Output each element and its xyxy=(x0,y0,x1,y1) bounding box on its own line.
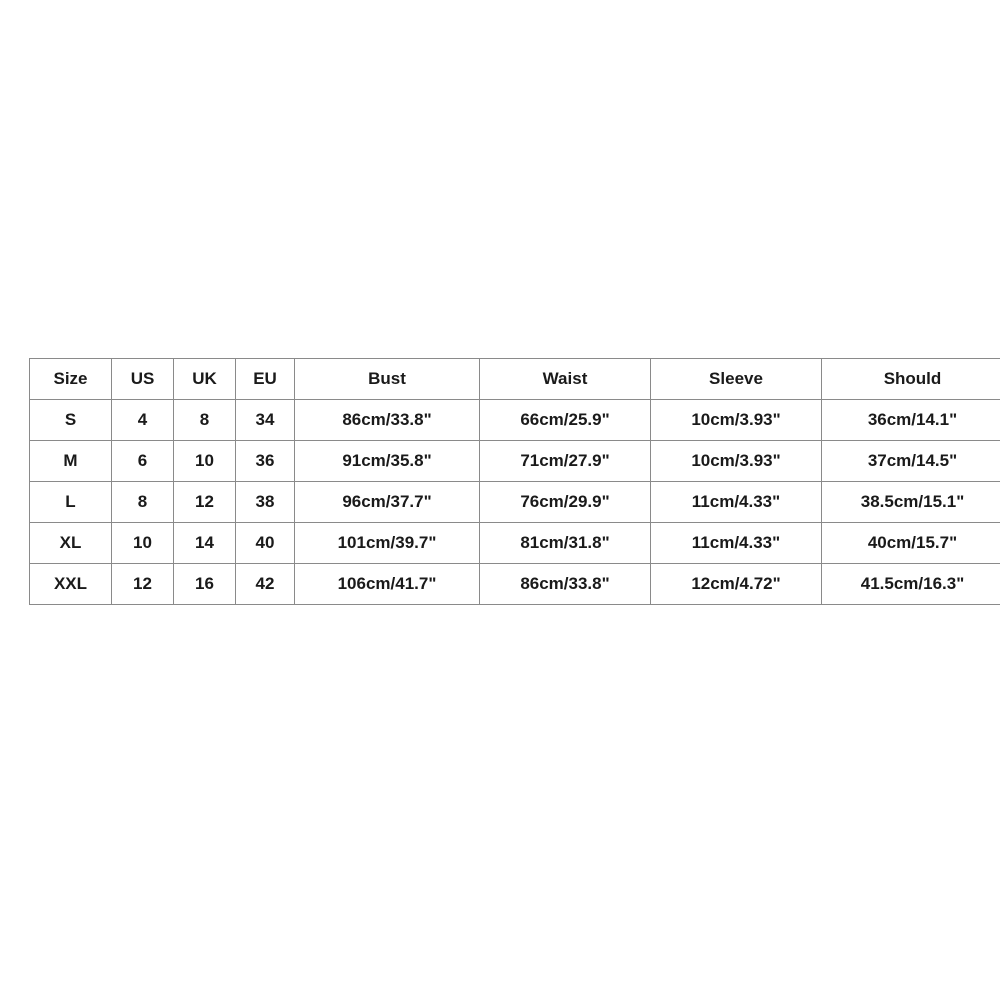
header-row xyxy=(30,359,1000,400)
cell-waist: 76cm/29.9" xyxy=(480,482,651,523)
cell-eu: 36 xyxy=(236,441,295,482)
cell-waist: 86cm/33.8" xyxy=(480,564,651,605)
header-waist: Waist xyxy=(480,359,651,400)
cell-us: 12 xyxy=(112,564,174,605)
cell-eu: 40 xyxy=(236,523,295,564)
table-row xyxy=(30,441,1000,482)
cell-us: 10 xyxy=(112,523,174,564)
table-header xyxy=(30,359,1000,400)
cell-bust: 96cm/37.7" xyxy=(295,482,480,523)
header-uk: UK xyxy=(174,359,236,400)
cell-us: 8 xyxy=(112,482,174,523)
cell-us: 6 xyxy=(112,441,174,482)
cell-size: XL xyxy=(30,523,112,564)
size-chart-table xyxy=(29,358,1000,605)
cell-sleeve: 10cm/3.93" xyxy=(651,441,822,482)
cell-should: 36cm/14.1" xyxy=(822,400,1000,441)
table-row xyxy=(30,482,1000,523)
cell-uk: 10 xyxy=(174,441,236,482)
header-bust: Bust xyxy=(295,359,480,400)
cell-size: XXL xyxy=(30,564,112,605)
header-should: Should xyxy=(822,359,1000,400)
header-eu: EU xyxy=(236,359,295,400)
cell-size: S xyxy=(30,400,112,441)
header-size: Size xyxy=(30,359,112,400)
cell-size: L xyxy=(30,482,112,523)
cell-should: 41.5cm/16.3" xyxy=(822,564,1000,605)
cell-waist: 71cm/27.9" xyxy=(480,441,651,482)
cell-sleeve: 12cm/4.72" xyxy=(651,564,822,605)
cell-eu: 34 xyxy=(236,400,295,441)
cell-eu: 38 xyxy=(236,482,295,523)
header-sleeve: Sleeve xyxy=(651,359,822,400)
cell-bust: 91cm/35.8" xyxy=(295,441,480,482)
cell-sleeve: 11cm/4.33" xyxy=(651,523,822,564)
cell-uk: 16 xyxy=(174,564,236,605)
cell-waist: 66cm/25.9" xyxy=(480,400,651,441)
cell-bust: 101cm/39.7" xyxy=(295,523,480,564)
header-us: US xyxy=(112,359,174,400)
cell-sleeve: 11cm/4.33" xyxy=(651,482,822,523)
cell-eu: 42 xyxy=(236,564,295,605)
cell-bust: 106cm/41.7" xyxy=(295,564,480,605)
table-row xyxy=(30,523,1000,564)
cell-uk: 12 xyxy=(174,482,236,523)
table-body xyxy=(30,400,1000,605)
cell-us: 4 xyxy=(112,400,174,441)
table-row xyxy=(30,564,1000,605)
cell-sleeve: 10cm/3.93" xyxy=(651,400,822,441)
cell-should: 38.5cm/15.1" xyxy=(822,482,1000,523)
cell-should: 40cm/15.7" xyxy=(822,523,1000,564)
table-row xyxy=(30,400,1000,441)
cell-uk: 14 xyxy=(174,523,236,564)
cell-should: 37cm/14.5" xyxy=(822,441,1000,482)
cell-waist: 81cm/31.8" xyxy=(480,523,651,564)
cell-size: M xyxy=(30,441,112,482)
cell-bust: 86cm/33.8" xyxy=(295,400,480,441)
cell-uk: 8 xyxy=(174,400,236,441)
